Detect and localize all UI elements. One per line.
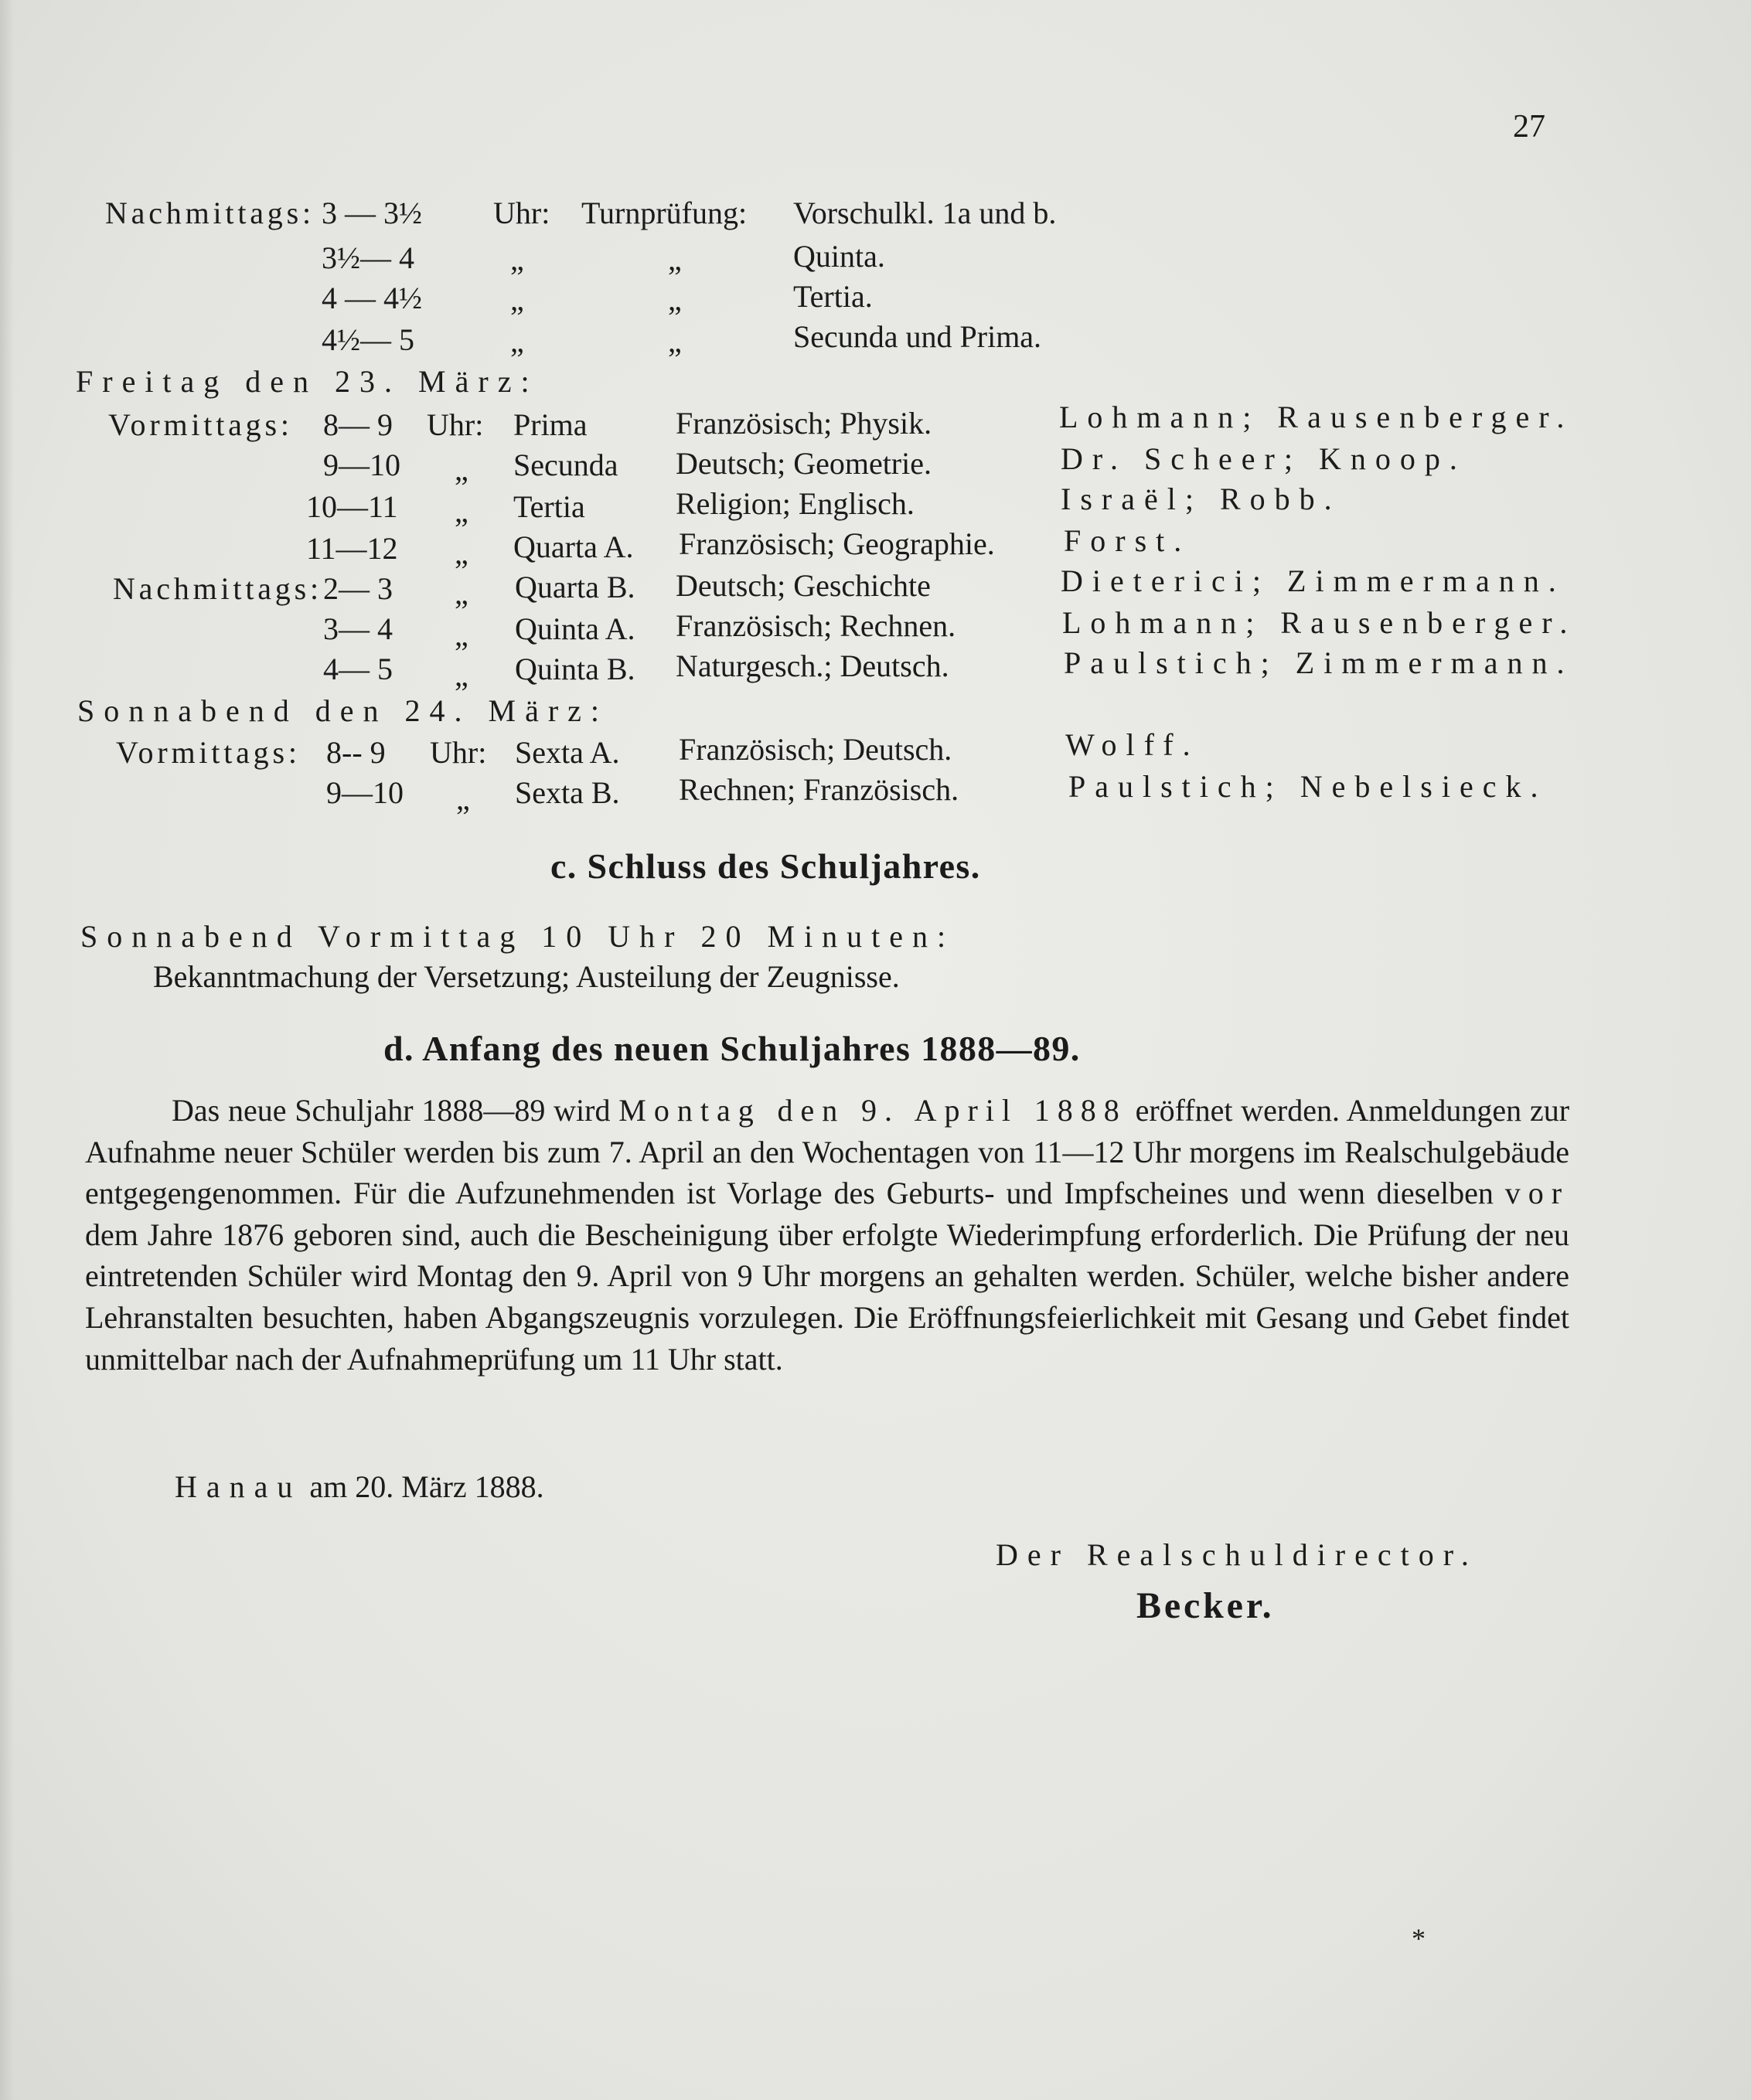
class-name: Sexta A.	[515, 735, 620, 770]
page-number: 27	[1513, 109, 1545, 145]
subjects: Französisch; Deutsch.	[679, 732, 952, 767]
time-slot: 4— 5	[323, 652, 393, 686]
ditto-mark: „	[456, 781, 470, 816]
time-slot: 9—10	[323, 448, 400, 482]
start-date-emphasis: Montag den 9. April 1888	[618, 1093, 1127, 1128]
subjects: Rechnen; Französisch.	[679, 772, 959, 807]
paragraph-text: eröffnet werden. Anmeldungen zur Aufnahme neuer Schüler werden bis zum 7. April an den Wochentagen von 11—12 Uhr morgens im Realschulgebäude entgegengenommen. Für die Aufzunehmenden ist Vorlage des Geburts- und Impfscheines und wenn dieselben	[85, 1093, 1570, 1211]
event-label: Turnprüfung:	[581, 196, 748, 230]
afternoon-label: Nachmittags:	[105, 196, 315, 230]
teachers: Wolff.	[1065, 727, 1200, 762]
class-name: Quarta B.	[515, 570, 635, 604]
closing-announcement: Bekanntmachung der Versetzung; Austeilung der Zeugnisse.	[153, 959, 900, 994]
ditto-mark: „	[668, 282, 682, 317]
hour-label: Uhr:	[430, 735, 487, 770]
new-school-year-paragraph	[85, 1090, 1569, 1380]
time-slot: 4 — 4½	[322, 281, 422, 315]
paragraph-text: Das neue Schuljahr 1888—89 wird	[172, 1093, 611, 1128]
subjects: Deutsch; Geometrie.	[676, 446, 932, 481]
class-name: Quinta B.	[515, 652, 635, 686]
ditto-mark: „	[455, 658, 468, 693]
place-name: Hanau	[175, 1469, 302, 1504]
signatory-name: Becker.	[1136, 1585, 1275, 1626]
class-name: Quinta A.	[515, 611, 635, 646]
afternoon-label: Nachmittags:	[113, 571, 322, 606]
subjects: Deutsch; Geschichte	[676, 568, 931, 603]
morning-label: Vormittags:	[108, 407, 293, 442]
hour-label: Uhr:	[493, 196, 550, 230]
ditto-mark: „	[455, 536, 468, 570]
class-name: Quinta.	[793, 239, 885, 274]
subjects: Französisch; Rechnen.	[676, 608, 956, 643]
time-slot: 2— 3	[323, 571, 393, 606]
page-edge-shadow	[0, 0, 14, 2100]
date-text: am 20. März 1888.	[309, 1469, 544, 1504]
teachers: Dieterici; Zimmermann.	[1061, 563, 1565, 598]
section-c-heading: c. Schluss des Schuljahres.	[550, 846, 981, 886]
hour-label: Uhr:	[427, 407, 484, 442]
teachers: Forst.	[1064, 523, 1191, 558]
ditto-mark: „	[455, 618, 468, 652]
teachers: Paulstich; Nebelsieck.	[1068, 769, 1548, 804]
section-d-heading: d. Anfang des neuen Schuljahres 1888—89.	[383, 1029, 1081, 1068]
day-heading: Freitag den 23. März:	[76, 364, 539, 399]
class-name: Vorschulkl. 1a und b.	[793, 196, 1057, 230]
time-slot: 8-- 9	[326, 735, 386, 770]
morning-label: Vormittags:	[116, 735, 301, 770]
subjects: Französisch; Geographie.	[679, 526, 995, 561]
teachers: Israël; Robb.	[1061, 482, 1341, 516]
subjects: Religion; Englisch.	[676, 486, 915, 521]
footer-mark: *	[1412, 1923, 1426, 1954]
time-slot: 3 — 3½	[322, 196, 422, 230]
subjects: Französisch; Physik.	[676, 406, 932, 441]
time-slot: 8— 9	[323, 407, 393, 442]
time-slot: 11—12	[306, 531, 398, 566]
time-slot: 10—11	[306, 489, 398, 524]
ditto-mark: „	[455, 576, 468, 611]
class-name: Prima	[513, 407, 588, 442]
ditto-mark: „	[510, 242, 524, 277]
class-name: Sexta B.	[515, 775, 620, 810]
ditto-mark: „	[668, 242, 682, 277]
vor-emphasis: vor	[1504, 1176, 1570, 1211]
class-name: Secunda	[513, 448, 618, 482]
subjects: Naturgesch.; Deutsch.	[676, 648, 949, 683]
class-name: Tertia	[513, 489, 585, 524]
ditto-mark: „	[668, 324, 682, 359]
signatory-title: Der Realschuldirector.	[996, 1537, 1478, 1572]
closing-time-line: Sonnabend Vormittag 10 Uhr 20 Minuten:	[80, 919, 956, 954]
teachers: Lohmann; Rausenberger.	[1059, 400, 1574, 434]
ditto-mark: „	[455, 452, 468, 487]
class-name: Tertia.	[793, 279, 873, 314]
time-slot: 9—10	[326, 775, 404, 810]
day-heading: Sonnabend den 24. März:	[77, 693, 609, 728]
paragraph-text: dem Jahre 1876 geboren sind, auch die Bescheinigung über erfolgte Wiederimpfung erforderlich. Die Prüfung der neu eintretenden Schüler wird Montag den 9. April von 9 Uhr morgens an gehalten werden. Schüler, welche bisher andere Lehranstalten besuchten, haben Abgangszeugnis vorzulegen. Die Eröffnungsfeierlichkeit mit Gesang und Gebet findet unmittelbar nach der Aufnahmeprüfung um 11 Uhr statt.	[85, 1217, 1569, 1377]
place-and-date	[175, 1469, 544, 1506]
class-name: Quarta A.	[513, 529, 634, 564]
time-slot: 4½— 5	[322, 322, 414, 357]
time-slot: 3— 4	[323, 611, 393, 646]
class-name: Secunda und Prima.	[793, 319, 1042, 354]
teachers: Lohmann; Rausenberger.	[1062, 605, 1577, 640]
teachers: Dr. Scheer; Knoop.	[1061, 441, 1467, 476]
teachers: Paulstich; Zimmermann.	[1064, 645, 1574, 680]
time-slot: 3½— 4	[322, 240, 414, 275]
ditto-mark: „	[510, 282, 524, 317]
ditto-mark: „	[455, 494, 468, 529]
ditto-mark: „	[510, 324, 524, 359]
